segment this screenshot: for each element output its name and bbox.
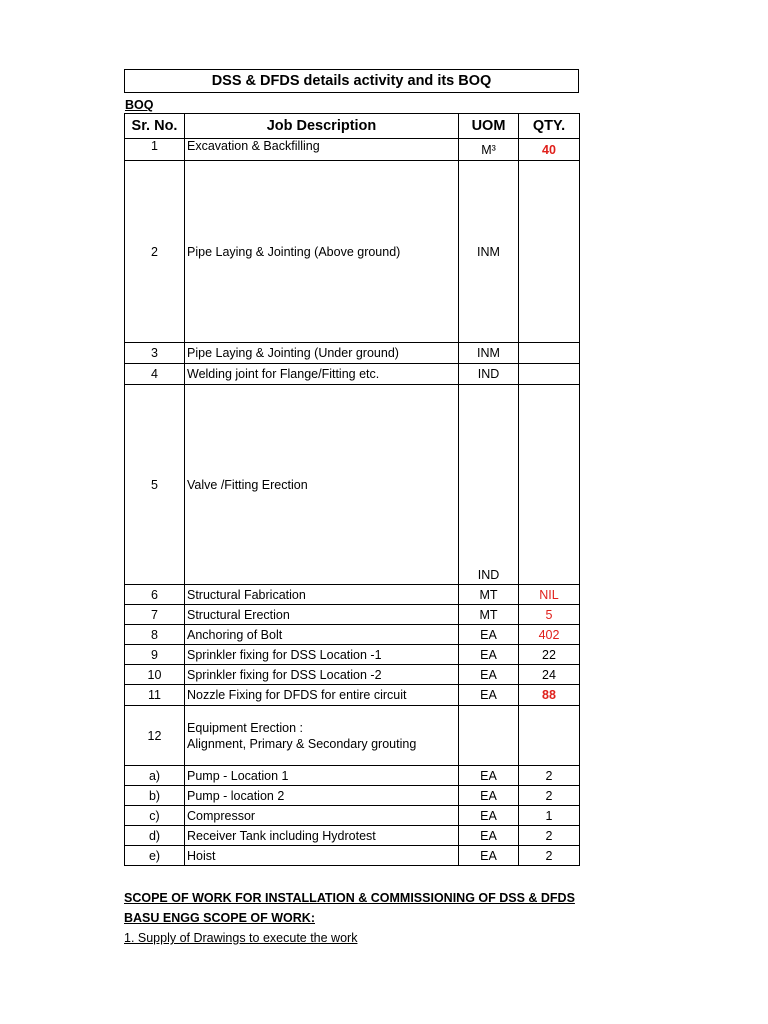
- row-qty: 2: [519, 766, 580, 786]
- table-row: [125, 706, 580, 766]
- header-qty: QTY.: [519, 114, 580, 139]
- row-qty: 40: [519, 139, 580, 161]
- row-sr-no: 9: [125, 645, 185, 665]
- row-sr-no: 5: [125, 385, 185, 585]
- row-uom: EA: [459, 826, 519, 846]
- row-description: Hoist: [185, 846, 459, 866]
- row-qty: NIL: [519, 585, 580, 605]
- row-description: Excavation & Backfilling: [185, 139, 459, 161]
- boq-table: [124, 113, 580, 866]
- row-sr-no: 3: [125, 343, 185, 364]
- row-uom: INM: [459, 161, 519, 343]
- row-qty: [519, 364, 580, 385]
- row-description: Nozzle Fixing for DFDS for entire circuit: [185, 685, 459, 706]
- table-row: [125, 585, 580, 605]
- row-sr-no: 6: [125, 585, 185, 605]
- row-description: Welding joint for Flange/Fitting etc.: [185, 364, 459, 385]
- row-qty: 2: [519, 786, 580, 806]
- row-qty: [519, 161, 580, 343]
- row-sr-no: c): [125, 806, 185, 826]
- table-row: [125, 826, 580, 846]
- table-row: [125, 766, 580, 786]
- table-row: [125, 161, 580, 343]
- row-uom: EA: [459, 685, 519, 706]
- row-qty: 5: [519, 605, 580, 625]
- row-description: Receiver Tank including Hydrotest: [185, 826, 459, 846]
- table-row: [125, 625, 580, 645]
- boq-sheet: [124, 69, 579, 866]
- row-uom: M³: [459, 139, 519, 161]
- row-uom: MT: [459, 605, 519, 625]
- row-uom: EA: [459, 625, 519, 645]
- row-description: Compressor: [185, 806, 459, 826]
- table-row: [125, 139, 580, 161]
- row-sr-no: 4: [125, 364, 185, 385]
- row-sr-no: d): [125, 826, 185, 846]
- row-sr-no: e): [125, 846, 185, 866]
- scope-item-1: 1. Supply of Drawings to execute the work: [124, 931, 358, 945]
- table-row: [125, 645, 580, 665]
- row-uom: EA: [459, 846, 519, 866]
- row-description: Pump - location 2: [185, 786, 459, 806]
- row-description: Anchoring of Bolt: [185, 625, 459, 645]
- row-uom: EA: [459, 645, 519, 665]
- row-description: Structural Fabrication: [185, 585, 459, 605]
- row-qty: 1: [519, 806, 580, 826]
- row-sr-no: b): [125, 786, 185, 806]
- row-description-line-2: Alignment, Primary & Secondary grouting: [187, 736, 417, 751]
- row-description: [185, 706, 459, 766]
- row-sr-no: 11: [125, 685, 185, 706]
- boq-label: BOQ: [125, 98, 154, 112]
- row-description: Sprinkler fixing for DSS Location -2: [185, 665, 459, 685]
- header-job-description: Job Description: [185, 114, 459, 139]
- row-sr-no: 12: [125, 706, 185, 766]
- row-description: Structural Erection: [185, 605, 459, 625]
- row-sr-no: 1: [125, 139, 185, 161]
- row-description: Pump - Location 1: [185, 766, 459, 786]
- table-row: [125, 385, 580, 585]
- row-sr-no: 8: [125, 625, 185, 645]
- row-qty: 2: [519, 846, 580, 866]
- row-uom: IND: [459, 385, 519, 585]
- row-description-line-1: Equipment Erection :: [187, 720, 304, 735]
- table-row: [125, 786, 580, 806]
- table-row: [125, 806, 580, 826]
- row-uom: [459, 706, 519, 766]
- row-qty: 88: [519, 685, 580, 706]
- row-uom: INM: [459, 343, 519, 364]
- row-sr-no: 2: [125, 161, 185, 343]
- row-description: Valve /Fitting Erection: [185, 385, 459, 585]
- row-qty: 24: [519, 665, 580, 685]
- scope-heading: SCOPE OF WORK FOR INSTALLATION & COMMISSIONING OF DSS & DFDS: [124, 891, 575, 905]
- row-description: Pipe Laying & Jointing (Above ground): [185, 161, 459, 343]
- row-qty: [519, 385, 580, 585]
- row-sr-no: 7: [125, 605, 185, 625]
- row-qty: [519, 706, 580, 766]
- row-description: Pipe Laying & Jointing (Under ground): [185, 343, 459, 364]
- table-row: [125, 665, 580, 685]
- row-qty: 22: [519, 645, 580, 665]
- header-uom: UOM: [459, 114, 519, 139]
- table-header-row: [125, 114, 580, 139]
- row-qty: [519, 343, 580, 364]
- contractor-scope-heading: BASU ENGG SCOPE OF WORK:: [124, 911, 315, 925]
- scope-of-work-section: [124, 888, 594, 948]
- row-qty: 2: [519, 826, 580, 846]
- row-uom: EA: [459, 806, 519, 826]
- row-uom: EA: [459, 766, 519, 786]
- row-sr-no: a): [125, 766, 185, 786]
- row-uom: EA: [459, 786, 519, 806]
- table-row: [125, 846, 580, 866]
- table-row: [125, 605, 580, 625]
- row-uom: MT: [459, 585, 519, 605]
- table-row: [125, 343, 580, 364]
- table-row: [125, 364, 580, 385]
- header-sr-no: Sr. No.: [125, 114, 185, 139]
- row-uom: EA: [459, 665, 519, 685]
- row-sr-no: 10: [125, 665, 185, 685]
- table-row: [125, 685, 580, 706]
- row-uom: IND: [459, 364, 519, 385]
- sheet-title: DSS & DFDS details activity and its BOQ: [124, 69, 579, 93]
- row-qty: 402: [519, 625, 580, 645]
- row-description: Sprinkler fixing for DSS Location -1: [185, 645, 459, 665]
